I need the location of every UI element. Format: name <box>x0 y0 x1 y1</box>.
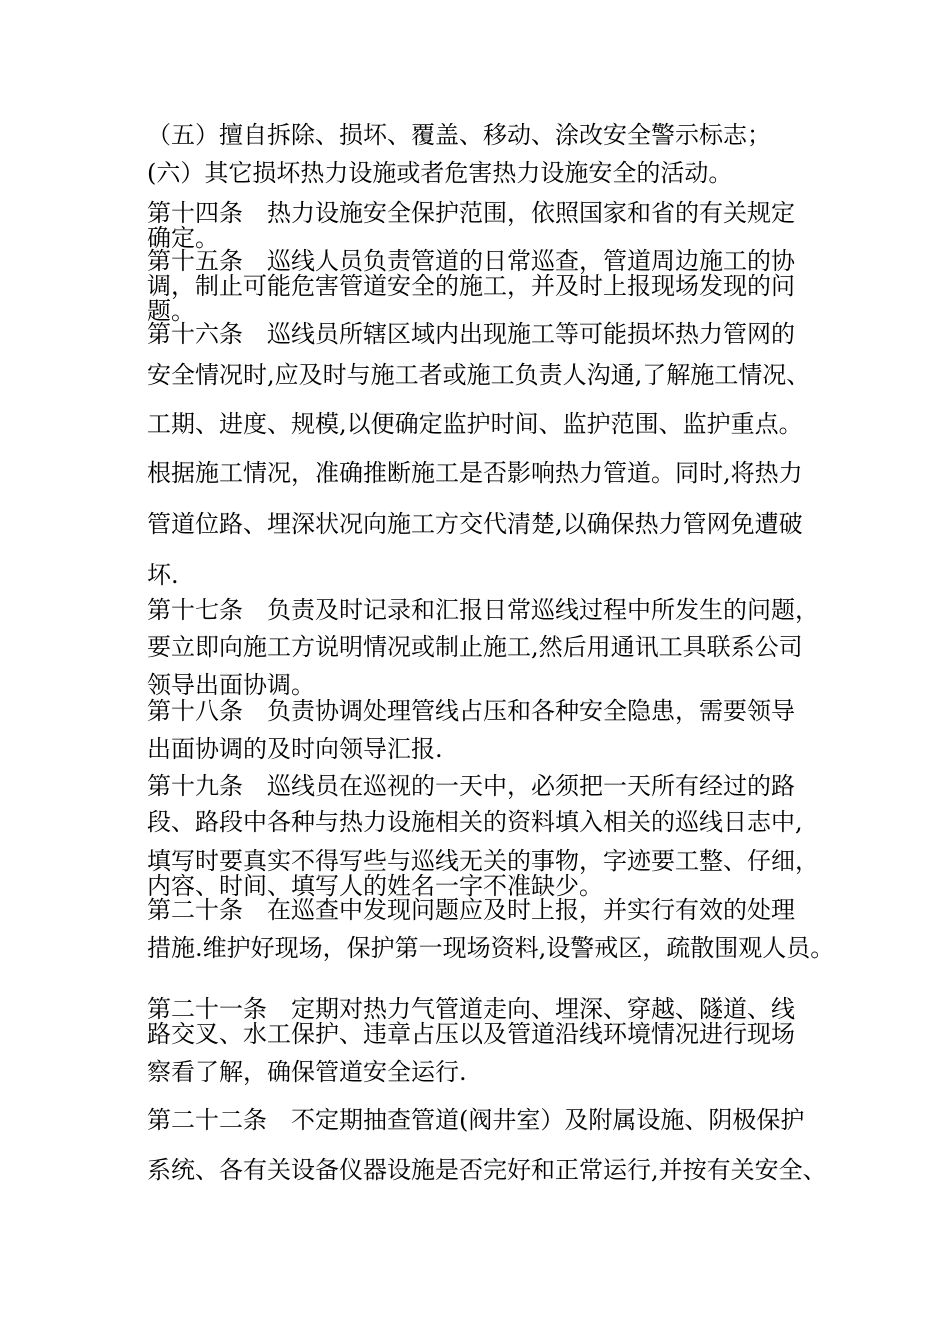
text-line: 坏. <box>147 561 179 589</box>
text-line: 第二十条 在巡查中发现问题应及时上报，并实行有效的处理 <box>147 896 795 924</box>
text-line: 路交叉、水工保护、违章占压以及管道沿线环境情况进行现场 <box>147 1020 795 1048</box>
text-line: (六）其它损坏热力设施或者危害热力设施安全的活动。 <box>147 159 733 187</box>
text-line: 确定。 <box>147 224 219 252</box>
text-line: 内容、时间、填写人的姓名一字不准缺少。 <box>147 872 603 900</box>
text-line: 填写时要真实不得写些与巡线无关的事物，字迹要工整、仔细， <box>147 847 819 875</box>
text-line: 安全情况时,应及时与施工者或施工负责人沟通,了解施工情况、 <box>147 361 811 389</box>
text-line: 要立即向施工方说明情况或制止施工,然后用通讯工具联系公司 <box>147 633 803 661</box>
text-line: 第二十二条 不定期抽查管道(阀井室）及附属设施、阴极保护 <box>147 1106 805 1134</box>
text-line: 第十五条 巡线人员负责管道的日常巡查，管道周边施工的协 <box>147 247 795 275</box>
text-line: 根据施工情况，准确推断施工是否影响热力管道。同时,将热力 <box>147 459 803 487</box>
text-line: 调，制止可能危害管道安全的施工，并及时上报现场发现的问 <box>147 272 795 300</box>
text-line: 第十九条 巡线员在巡视的一天中，必须把一天所有经过的路 <box>147 772 795 800</box>
text-line: 第十四条 热力设施安全保护范围，依照国家和省的有关规定 <box>147 199 795 227</box>
text-line: 出面协调的及时向领导汇报. <box>147 735 443 763</box>
text-line: 察看了解，确保管道安全运行. <box>147 1058 467 1086</box>
text-line: 第二十一条 定期对热力气管道走向、埋深、穿越、隧道、线 <box>147 995 795 1023</box>
text-line: 第十六条 巡线员所辖区域内出现施工等可能损坏热力管网的 <box>147 320 795 348</box>
text-line: 题。 <box>147 297 195 325</box>
text-line: 第十七条 负责及时记录和汇报日常巡线过程中所发生的问题， <box>147 596 819 624</box>
text-line: 系统、各有关设备仪器设施是否完好和正常运行,并按有关安全、 <box>147 1156 827 1184</box>
text-line: （五）擅自拆除、损坏、覆盖、移动、涂改安全警示标志； <box>147 121 771 149</box>
text-line: 第十八条 负责协调处理管线占压和各种安全隐患，需要领导 <box>147 697 795 725</box>
text-line: 领导出面协调。 <box>147 671 315 699</box>
text-line: 管道位路、埋深状况向施工方交代清楚,以确保热力管网免遭破 <box>147 510 803 538</box>
text-line: 措施.维护好现场，保护第一现场资料,设警戒区，疏散围观人员。 <box>147 934 835 962</box>
text-line: 段、路段中各种与热力设施相关的资料填入相关的巡线日志中, <box>147 808 803 836</box>
text-line: 工期、进度、规模,以便确定监护时间、监护范围、监护重点。 <box>147 410 803 438</box>
